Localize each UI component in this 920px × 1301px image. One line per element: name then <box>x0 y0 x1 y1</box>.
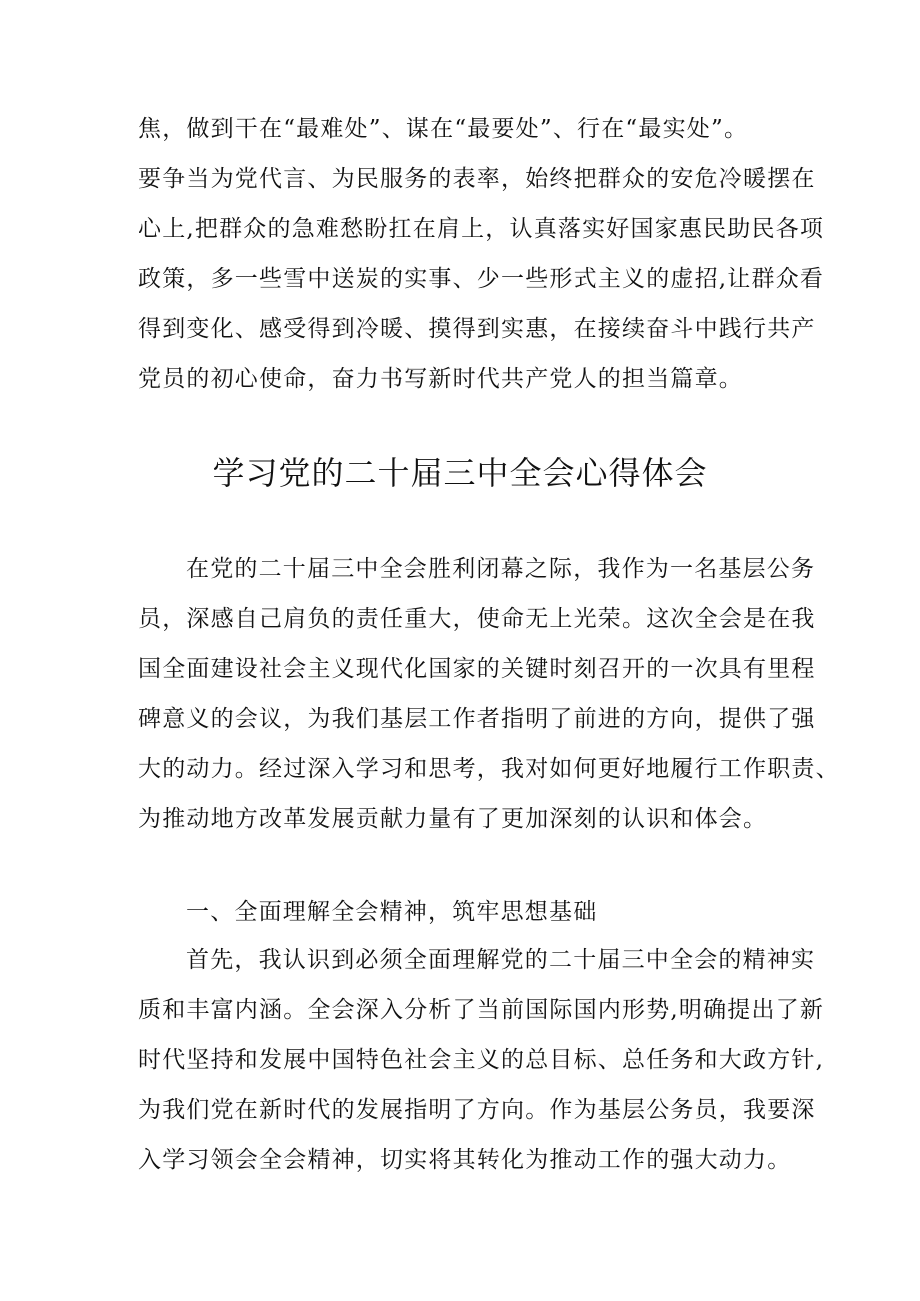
paragraph-line: 员，深感自己肩负的责任重大，使命无上光荣。这次全会是在我 <box>138 606 816 632</box>
paragraph-line: 焦，做到干在“最难处”、谋在“最要处”、行在“最实处”。 <box>138 116 749 142</box>
paragraph-line: 为我们党在新时代的发展指明了方向。作为基层公务员，我要深 <box>138 1097 816 1123</box>
paragraph-line: 质和丰富内涵。全会深入分析了当前国际国内形势,明确提出了新 <box>138 997 825 1023</box>
section-heading: 一、全面理解全会精神，筑牢思想基础 <box>186 899 598 925</box>
paragraph-line: 大的动力。经过深入学习和思考，我对如何更好地履行工作职责、 <box>138 756 840 782</box>
paragraph-line: 入学习领会全会精神，切实将其转化为推动工作的强大动力。 <box>138 1147 792 1173</box>
paragraph-line: 为推动地方改革发展贡献力量有了更加深刻的认识和体会。 <box>138 806 768 832</box>
paragraph-line: 党员的初心使命，奋力书写新时代共产党人的担当篇章。 <box>138 366 743 392</box>
paragraph-line: 首先，我认识到必须全面理解党的二十届三中全会的精神实 <box>186 947 816 973</box>
paragraph-line: 时代坚持和发展中国特色社会主义的总目标、总任务和大政方针, <box>138 1047 825 1073</box>
article-title: 学习党的二十届三中全会心得体会 <box>212 454 708 492</box>
paragraph-line: 政策，多一些雪中送炭的实事、少一些形式主义的虚招,让群众看 <box>138 266 825 292</box>
paragraph-line: 要争当为党代言、为民服务的表率，始终把群众的安危冷暖摆在 <box>138 166 816 192</box>
paragraph-line: 得到变化、感受得到冷暖、摸得到实惠，在接续奋斗中践行共产 <box>138 316 816 342</box>
paragraph-line: 心上,把群众的急难愁盼扛在肩上，认真落实好国家惠民助民各项 <box>138 216 825 242</box>
paragraph-line: 国全面建设社会主义现代化国家的关键时刻召开的一次具有里程 <box>138 656 816 682</box>
paragraph-line: 碑意义的会议，为我们基层工作者指明了前进的方向，提供了强 <box>138 706 816 732</box>
paragraph-line: 在党的二十届三中全会胜利闭幕之际，我作为一名基层公务 <box>186 556 816 582</box>
